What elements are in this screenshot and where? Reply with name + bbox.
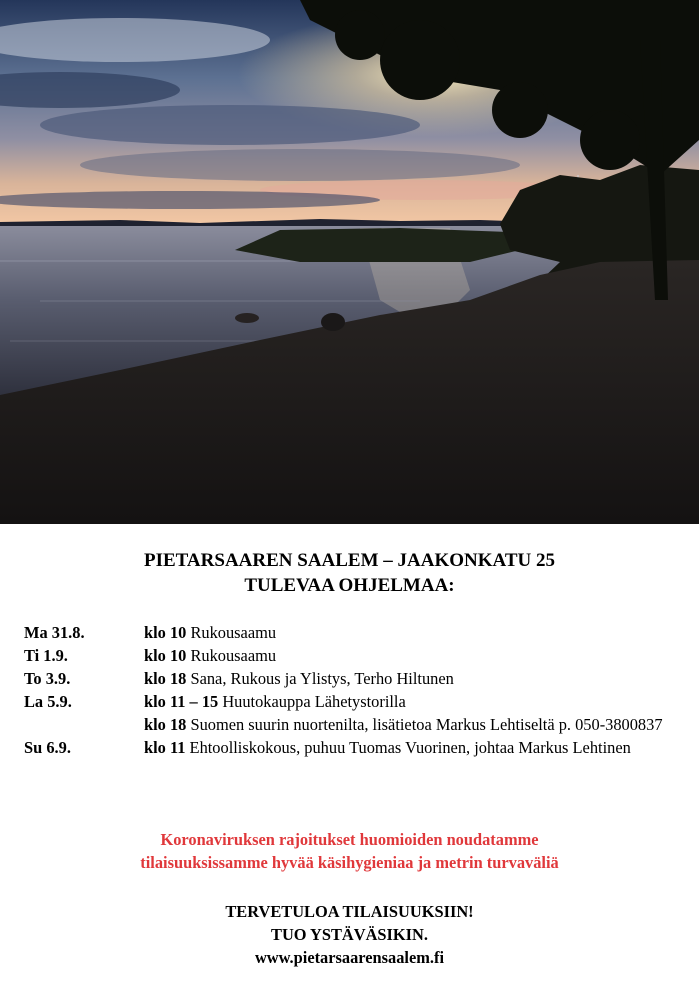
page-title: PIETARSAAREN SAALEM – JAAKONKATU 25 [144, 550, 555, 571]
schedule-time: klo 10 [144, 623, 187, 642]
covid-notice-line-1: Koronaviruksen rajoitukset huomioiden noudatamme [160, 830, 539, 849]
schedule-time: klo 11 – 15 [144, 692, 219, 711]
schedule-description [144, 621, 684, 644]
schedule-event: Rukousaamu [186, 623, 277, 642]
schedule-list [24, 621, 684, 759]
schedule-time: klo 11 [144, 738, 186, 757]
schedule-day: Ma 31.8. [24, 623, 85, 642]
schedule-description [144, 736, 684, 759]
schedule-description [144, 667, 684, 690]
covid-notice-line-2: tilaisuuksissamme hyvää käsihygieniaa ja metrin turvaväliä [140, 853, 559, 872]
schedule-event: Suomen suurin nuortenilta, lisätietoa Markus Lehtiseltä p. 050-3800837 [186, 715, 663, 734]
bring-friend-text: TUO YSTÄVÄSIKIN. [271, 925, 428, 944]
schedule-event: Sana, Rukous ja Ylistys, Terho Hiltunen [186, 669, 454, 688]
schedule-row [24, 621, 684, 644]
schedule-row [24, 736, 684, 759]
schedule-day: Su 6.9. [24, 738, 71, 757]
schedule-row [24, 713, 684, 736]
schedule-day: To 3.9. [24, 669, 71, 688]
schedule-event: Ehtoolliskokous, puhuu Tuomas Vuorinen, johtaa Markus Lehtinen [185, 738, 631, 757]
schedule-event: Rukousaamu [186, 646, 277, 665]
schedule-day [24, 713, 144, 736]
schedule-row [24, 644, 684, 667]
schedule-day: Ti 1.9. [24, 646, 68, 665]
schedule-description [144, 644, 684, 667]
schedule-description [144, 713, 684, 736]
schedule-day: La 5.9. [24, 692, 72, 711]
schedule-time: klo 10 [144, 646, 187, 665]
welcome-text: TERVETULOA TILAISUUKSIIN! [225, 902, 474, 921]
schedule-description [144, 690, 684, 713]
schedule-event: Huutokauppa Lähetystorilla [218, 692, 406, 711]
program-subtitle: TULEVAA OHJELMAA: [244, 575, 455, 596]
schedule-time: klo 18 [144, 669, 187, 688]
schedule-time: klo 18 [144, 715, 187, 734]
website-link[interactable]: www.pietarsaarensaalem.fi [254, 948, 445, 967]
schedule-row [24, 690, 684, 713]
schedule-row [24, 667, 684, 690]
